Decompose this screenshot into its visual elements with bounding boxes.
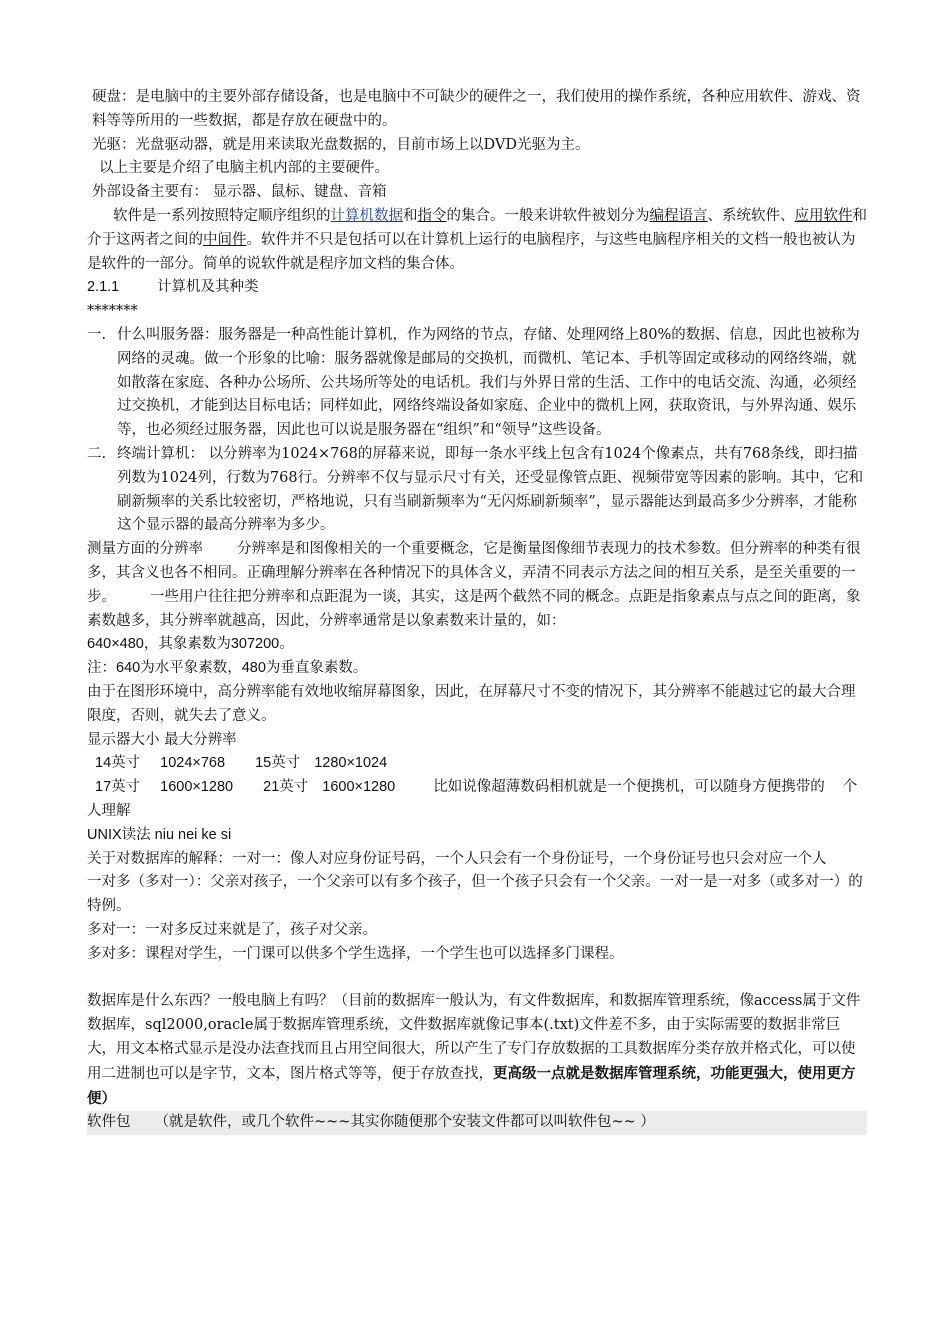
resolution-text-2: 一些用户往往把分辨率和点距混为一谈，其实，这是两个截然不同的概念。点距是指象素点与点之间的距离，象素数越多，其分辨率就越高，因此，分辨率通常是以象素数来计量的，如： <box>87 588 861 629</box>
database-bold-text: 更高级一点就是数据库管理系统，功能更强大，使用更方便） <box>87 1064 856 1107</box>
software-text-5: 和介于这两者之间的 <box>87 207 867 248</box>
paragraph-resolution <box>87 538 867 633</box>
monitor-size: 21英寸 <box>263 779 309 796</box>
paragraph-note: 注：640为水平象素数，480为垂直象素数。 <box>87 660 368 677</box>
monitor-resolution: 1024×768 <box>160 755 226 772</box>
paragraph-summary: 以上主要是介绍了电脑主机内部的主要硬件。 <box>99 160 389 177</box>
paragraph-software <box>87 205 867 276</box>
paragraph-one-to-many: 一对多（多对一）：父亲对孩子，一个父亲可以有多个孩子，但一个孩子只会有一个父亲。一对一是一对多（或多对一）的特例。 <box>87 874 863 915</box>
package-text: （就是软件，或几个软件~~~其实你随便那个安装文件都可以叫软件包~~ ） <box>154 1114 655 1131</box>
link-computer-data[interactable]: 计算机数据 <box>330 207 403 224</box>
monitor-size: 17英寸 <box>95 779 141 796</box>
link-programming-language[interactable]: 编程语言 <box>649 207 708 224</box>
paragraph-many-to-many: 多对多：课程对学生，一门课可以供多个学生选择，一个学生也可以选择多门课程。 <box>87 945 624 962</box>
resolution-label: 测量方面的分辨率 <box>87 541 203 558</box>
monitor-row <box>87 752 867 776</box>
resolution-text-1: 分辨率是和图像相关的一个重要概念，它是衡量图像细节表现力的技术参数。但分辨率的种类有很多，其含义也各不相同。正确理解分辨率在各种情况下的具体含义，弄清不同表示方法之间的相互关系，是至关重要的一步。 <box>87 541 861 605</box>
monitor-resolution: 1600×1280 <box>322 779 396 796</box>
list-marker: 二. <box>87 445 107 462</box>
list-item-text: 终端计算机： 以分辨率为1024×768的屏幕来说，即每一条水平线上包含有1024个像素点，共有768条线，即扫描列数为1024列，行数为768行。分辨率不仅与显示尺寸有关，还受显像管点距、视频带宽等因素的影响。其中，它和刷新频率的关系比较密切，严格地说，只有当刷新频率为“无闪烁刷新频率”，显示器能达到最高多少分辨率，才能称这个显示器的最高分辨率为多少。 <box>117 445 864 534</box>
monitor-table-header: 显示器大小 最大分辨率 <box>87 731 237 748</box>
monitor-row <box>87 776 867 824</box>
database-text: 数据库是什么东西？一般电脑上有吗？（目前的数据库一般认为，有文件数据库，和数据库管理系统，像access属于文件数据库，sql2000,oracle属于数据库管理系统，文件数据库就像记事本(.txt)文件差不多，由于实际需要的数据非常巨大，用文本格式显示是没办法查找而且占用空间很大，所以产生了专门存放数据的工具数据库分类存放并格式化，可以使用二进制也可以是字节，文本，图片格式等等，便于存放查找， <box>87 993 861 1082</box>
paragraph-graphics: 由于在图形环境中，高分辨率能有效地收缩屏幕图象，因此，在屏幕尺寸不变的情况下，其分辨率不能越过它的最大合理限度，否则，就失去了意义。 <box>87 683 856 724</box>
paragraph-unix: UNIX读法 niu nei ke si <box>87 826 232 843</box>
blank-line <box>87 966 867 990</box>
paragraph-one-to-one: 关于对数据库的解释：一对一：像人对应身份证号码，一个人只会有一个身份证号，一个身份证号也只会对应一个人 <box>87 850 827 867</box>
paragraph-database <box>87 990 867 1111</box>
document-page <box>87 86 867 1135</box>
software-text-2: 和 <box>403 207 418 224</box>
link-application-software[interactable]: 应用软件 <box>794 207 853 224</box>
monitor-resolution: 1280×1024 <box>314 755 388 772</box>
section-heading <box>87 276 867 300</box>
personal-understanding: 个人理解 <box>87 779 858 819</box>
link-middleware[interactable]: 中间件 <box>203 231 247 248</box>
link-instruction[interactable]: 指令 <box>417 207 447 224</box>
monitor-tail-text: 比如说像超薄数码相机就是一个便携机，可以随身方便携带的 <box>433 779 825 796</box>
monitor-size: 14英寸 <box>95 755 141 772</box>
paragraph-pixel-count: 640×480，其象素数为307200。 <box>87 636 294 653</box>
list-item-server <box>87 324 867 443</box>
paragraph-peripherals: 外部设备主要有： 显示器、鼠标、键盘、音箱 <box>92 184 387 201</box>
list-item-terminal <box>87 443 867 538</box>
software-text-3: 的集合。一般来讲软件被划分为 <box>446 207 650 224</box>
paragraph-optical-drive: 光驱：光盘驱动器，就是用来读取光盘数据的，目前市场上以DVD光驱为主。 <box>92 136 590 153</box>
paragraph-harddisk: 硬盘：是电脑中的主要外部存储设备，也是电脑中不可缺少的硬件之一，我们使用的操作系统，各种应用软件、游戏、资料等等所用的一些数据，都是存放在硬盘中的。 <box>92 89 861 129</box>
software-text-4: 、系统软件、 <box>707 207 795 224</box>
package-label: 软件包 <box>87 1114 131 1131</box>
section-number: 2.1.1 <box>87 279 120 296</box>
software-text-6: 。软件并不只是包括可以在计算机上运行的电脑程序，与这些电脑程序相关的文档一般也被认为是软件的一部分。简单的说软件就是程序加文档的集合体。 <box>87 231 856 272</box>
section-title: 计算机及其种类 <box>157 279 259 296</box>
list-item-text: 什么叫服务器：服务器是一种高性能计算机，作为网络的节点，存储、处理网络上80%的数据、信息，因此也被称为网络的灵魂。做一个形象的比喻：服务器就像是邮局的交换机，而微机、笔记本、手机等固定或移动的网络终端，就如散落在家庭、各种办公场所、公共场所等处的电话机。我们与外界日常的生活、工作中的电话交流、沟通，必须经过交换机，才能到达目标电话；同样如此，网络终端设备如家庭、企业中的微机上网，获取资讯，与外界沟通、娱乐等，也必须经过服务器，因此也可以说是服务器在“组织”和“领导”这些设备。 <box>117 326 860 439</box>
list-marker: 一. <box>87 326 107 343</box>
paragraph-software-package <box>87 1111 867 1135</box>
paragraph-many-to-one: 多对一：一对多反过来就是了，孩子对父亲。 <box>87 921 377 938</box>
software-text-1: 软件是一系列按照特定顺序组织的 <box>113 207 331 224</box>
monitor-resolution: 1600×1280 <box>160 779 234 796</box>
monitor-size: 15英寸 <box>255 755 301 772</box>
star-separator: ******* <box>87 303 138 320</box>
